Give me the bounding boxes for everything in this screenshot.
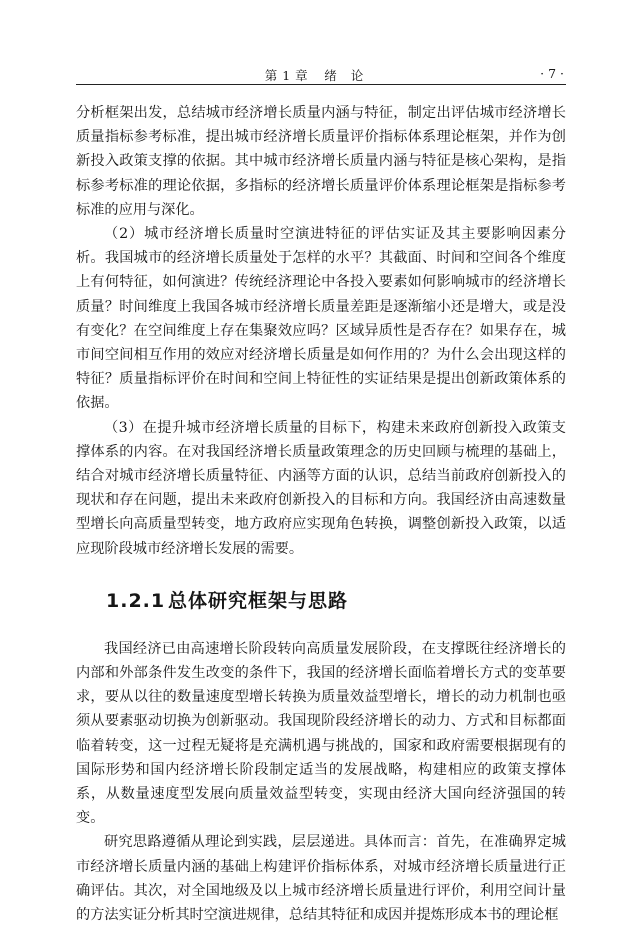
paragraph-continued: 分析框架出发，总结城市经济增长质量内涵与特征，制定出评估城市经济增长质量指标参考标准，提出城市经济增长质量评价指标体系理论框架，并作为创新投入政策支撑的依据。其中城市经济增长质量内涵与特征是核心架构，是指标参考标准的理论依据，多指标的经济增长质量评价体系理论框架是指标参考标准的应用与深化。 xyxy=(76,105,566,218)
paragraph-item-2: （2）城市经济增长质量时空演进特征的评估实证及其主要影响因素分析。我国城市的经济增长质量处于怎样的水平？其截面、时间和空间各个维度上有何特征，如何演进？传统经济理论中各投入要素如何影响城市的经济增长质量？时间维度上我国各城市经济增长质量差距是逐渐缩小还是增大，或是没有变化？在空间维度上存在集聚效应吗？区域异质性是否存在？如果存在，城市间空间相互作用的效应对经济增长质量是如何作用的？为什么会出现这样的特征？质量指标评价在时间和空间上特征性的实证结果是提出创新政策体系的依据。 xyxy=(76,226,566,412)
paragraph-approach: 研究思路遵循从理论到实践，层层递进。具体而言：首先，在准确界定城市经济增长质量内涵的基础上构建评价指标体系，对城市经济增长质量进行正确评估。其次，对全国地级及以上城市经济增长质量进行评价，利用空间计量的方法实证分析其时空演进规律，总结其特征和成因并提炼形成本书的理论框 xyxy=(76,834,566,924)
section-heading xyxy=(76,575,566,627)
chapter-number: 第 1 章 xyxy=(264,68,309,83)
chapter-title: 绪论 xyxy=(324,68,378,83)
section-number: 1.2.1 xyxy=(106,589,166,612)
page-body xyxy=(76,101,566,927)
paragraph-framework: 我国经济已由高速增长阶段转向高质量发展阶段，在支撑既往经济增长的内部和外部条件发生改变的条件下，我国的经济增长面临着增长方式的变革要求，要从以往的数量速度型增长转换为质量效益型增长，增长的动力机制也亟须从要素驱动切换为创新驱动。我国现阶段经济增长的动力、方式和目标都面临着转变，这一过程无疑将是充满机遇与挑战的，国家和政府需要根据现有的国际形势和国内经济增长阶段制定适当的发展战略，构建相应的政策支撑体系，从数量速度型发展向质量效益型转变，实现由经济大国向经济强国的转变。 xyxy=(76,640,566,827)
running-header xyxy=(76,62,566,85)
paragraph-item-3: （3）在提升城市经济增长质量的目标下，构建未来政府创新投入政策支撑体系的内容。在对我国经济增长质量政策理念的历史回顾与梳理的基础上，结合对城市经济增长质量特征、内涵等方面的认识，总结当前政府创新投入的现状和存在问题，提出未来政府创新投入的目标和方向。我国经济由高速数量型增长向高质量型转变，地方政府应实现角色转换，调整创新投入政策，以适应现阶段城市经济增长发展的需要。 xyxy=(76,419,566,557)
section-title: 总体研究框架与思路 xyxy=(168,589,349,612)
page-number: · 7 · xyxy=(540,66,564,81)
header-chapter xyxy=(76,66,566,84)
